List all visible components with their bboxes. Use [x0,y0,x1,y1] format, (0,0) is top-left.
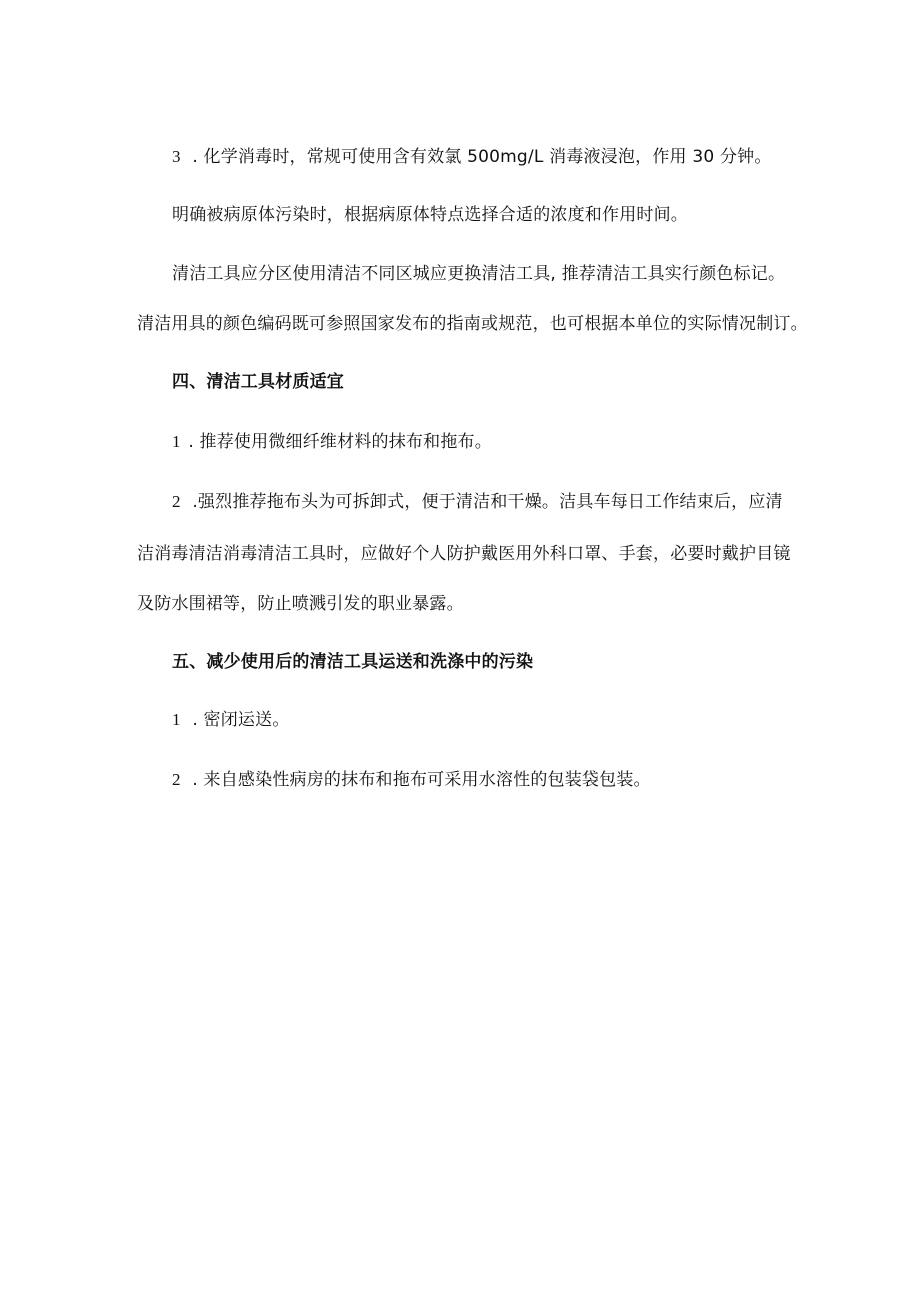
section-4-item-2-line2: 洁消毒清洁消毒清洁工具时，应做好个人防护戴医用外科口罩、手套，必要时戴护目镜 [137,544,791,564]
item-number: 3 [172,147,181,166]
item-number: 2 [172,492,181,511]
section-4-item-2-line3: 及防水围裙等，防止喷溅引发的职业暴露。 [137,594,464,614]
paragraph-pathogen-concentration: 明确被病原体污染时，根据病原体特点选择合适的浓度和作用时间。 [172,205,688,225]
item-number: 2 [172,770,181,789]
section-4-heading: 四、清洁工具材质适宜 [172,372,344,392]
section-5-heading: 五、减少使用后的清洁工具运送和洗涤中的污染 [172,652,534,672]
section-4-item-2-line1 [172,490,783,514]
item-text: . 密闭运送。 [192,710,290,730]
item-text: . 推荐使用微细纤维材料的抹布和拖布。 [188,432,492,452]
paragraph-disinfection-chlorine [172,145,772,169]
item-number: 1 [172,432,181,451]
section-5-item-2 [172,768,651,792]
item-number: 1 [172,710,181,729]
paragraph-color-coding-line2: 清洁用具的颜色编码既可参照国家发布的指南或规范，也可根据本单位的实际情况制订。 [137,314,808,334]
item-text: . 来自感染性病房的抹布和拖布可采用水溶性的包装袋包装。 [192,770,651,790]
item-text: .强烈推荐拖布头为可拆卸式，便于清洁和干燥。洁具车每日工作结束后，应清 [192,492,783,512]
paragraph-color-coding-line1: 清洁工具应分区使用清洁不同区城应更换清洁工具, 推荐清洁工具实行颜色标记。 [172,264,786,284]
section-4-item-1 [172,430,492,454]
item-text: . 化学消毒时，常规可使用含有效氯 500mg/L 消毒液浸泡，作用 30 分钟。 [192,147,772,167]
section-5-item-1 [172,708,290,732]
